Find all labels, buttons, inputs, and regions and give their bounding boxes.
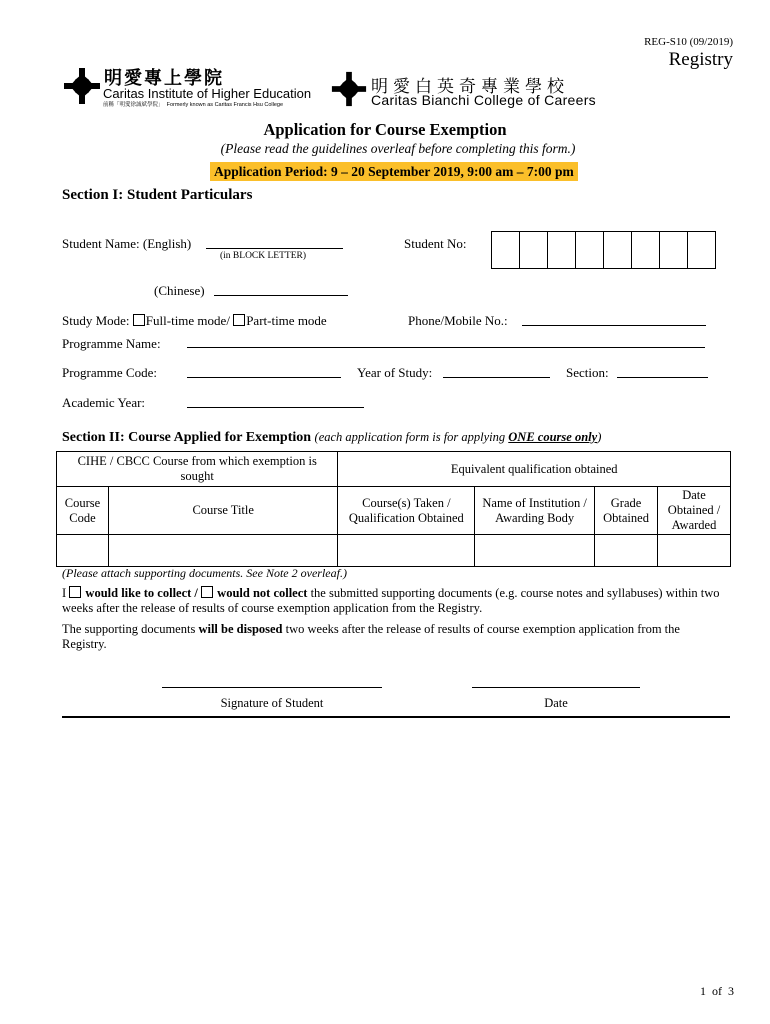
- cell-institution[interactable]: [475, 535, 595, 567]
- cihe-english-name: Caritas Institute of Higher Education: [103, 86, 312, 101]
- programme-name-field[interactable]: [187, 347, 705, 348]
- phone-label: Phone/Mobile No.:: [408, 313, 508, 328]
- collect-statement: I would like to collect / would not collect the submitted supporting documents (e.g. course notes and syllabuses) within two weeks after the release of results of course exemption application from the Registry.: [62, 586, 720, 615]
- student-no-label: Student No:: [404, 236, 467, 251]
- page-subtitle: (Please read the guidelines overleaf before completing this form.): [220, 141, 576, 156]
- collect-no-checkbox[interactable]: [201, 586, 213, 598]
- attach-note: (Please attach supporting documents. See Note 2 overleaf.): [62, 566, 347, 580]
- table-group-equivalent: Equivalent qualification obtained: [338, 452, 731, 487]
- student-no-field[interactable]: [491, 231, 716, 269]
- page-title: Application for Course Exemption: [263, 120, 507, 139]
- part-time-checkbox[interactable]: [233, 314, 245, 326]
- col-courses-taken: Course(s) Taken / Qualification Obtained: [338, 487, 475, 535]
- exemption-table: [56, 451, 731, 567]
- cell-course-code[interactable]: [57, 535, 109, 567]
- form-code: REG-S10 (09/2019): [644, 36, 733, 48]
- block-letter-note: (in BLOCK LETTER): [220, 251, 307, 261]
- department-title: Registry: [668, 49, 733, 70]
- programme-code-field[interactable]: [187, 377, 341, 378]
- dispose-statement: The supporting documents will be disposed two weeks after the release of results of course exemption application from the Registry.: [62, 622, 680, 651]
- student-name-zh-label: (Chinese): [154, 283, 205, 298]
- student-name-en-field[interactable]: [206, 248, 343, 249]
- section-field[interactable]: [617, 377, 708, 378]
- table-group-cihe: CIHE / CBCC Course from which exemption is sought: [57, 452, 338, 487]
- cbcc-chinese-name: 明愛白英奇專業學校: [371, 77, 569, 96]
- section-divider: [62, 716, 730, 718]
- section-label: Section:: [566, 365, 609, 380]
- cell-grade[interactable]: [595, 535, 658, 567]
- year-of-study-label: Year of Study:: [357, 365, 433, 380]
- caritas-logo-icon-2: [330, 70, 368, 108]
- page-number: 1 of 3: [700, 984, 734, 998]
- academic-year-label: Academic Year:: [62, 395, 146, 410]
- section1-heading: Section I: Student Particulars: [62, 187, 253, 203]
- collect-yes-checkbox[interactable]: [69, 586, 81, 598]
- phone-field[interactable]: [522, 325, 706, 326]
- programme-name-label: Programme Name:: [62, 336, 161, 351]
- date-field[interactable]: [472, 687, 640, 688]
- col-grade: Grade Obtained: [595, 487, 658, 535]
- caritas-logo-icon: [62, 66, 102, 106]
- cell-course-title[interactable]: [108, 535, 337, 567]
- full-time-checkbox[interactable]: [133, 314, 145, 326]
- student-name-en-label: Student Name: (English): [62, 236, 192, 251]
- date-label: Date: [544, 696, 568, 710]
- programme-code-label: Programme Code:: [62, 365, 157, 380]
- study-mode-row: Study Mode: Full-time mode/ Part-time mode: [62, 313, 327, 328]
- signature-field[interactable]: [162, 687, 382, 688]
- year-of-study-field[interactable]: [443, 377, 550, 378]
- cell-courses-taken[interactable]: [338, 535, 475, 567]
- student-name-zh-field[interactable]: [214, 295, 348, 296]
- section2-heading: Section II: Course Applied for Exemption (each application form is for applying ONE course only): [62, 430, 602, 445]
- col-institution: Name of Institution / Awarding Body: [475, 487, 595, 535]
- application-period: Application Period: 9 – 20 September 2019, 9:00 am – 7:00 pm: [210, 164, 578, 180]
- cihe-formerly-note: 前稱「明愛徐誠斌學院」 Formerly known as Caritas Francis Hsu College: [103, 102, 284, 108]
- col-date-obtained: Date Obtained / Awarded: [658, 487, 731, 535]
- cihe-chinese-name: 明愛專上學院: [104, 68, 224, 88]
- academic-year-field[interactable]: [187, 407, 364, 408]
- signature-label: Signature of Student: [220, 696, 324, 710]
- cell-date-obtained[interactable]: [658, 535, 731, 567]
- cbcc-english-name: Caritas Bianchi College of Careers: [371, 92, 596, 108]
- col-course-code: Course Code: [57, 487, 109, 535]
- col-course-title: Course Title: [108, 487, 337, 535]
